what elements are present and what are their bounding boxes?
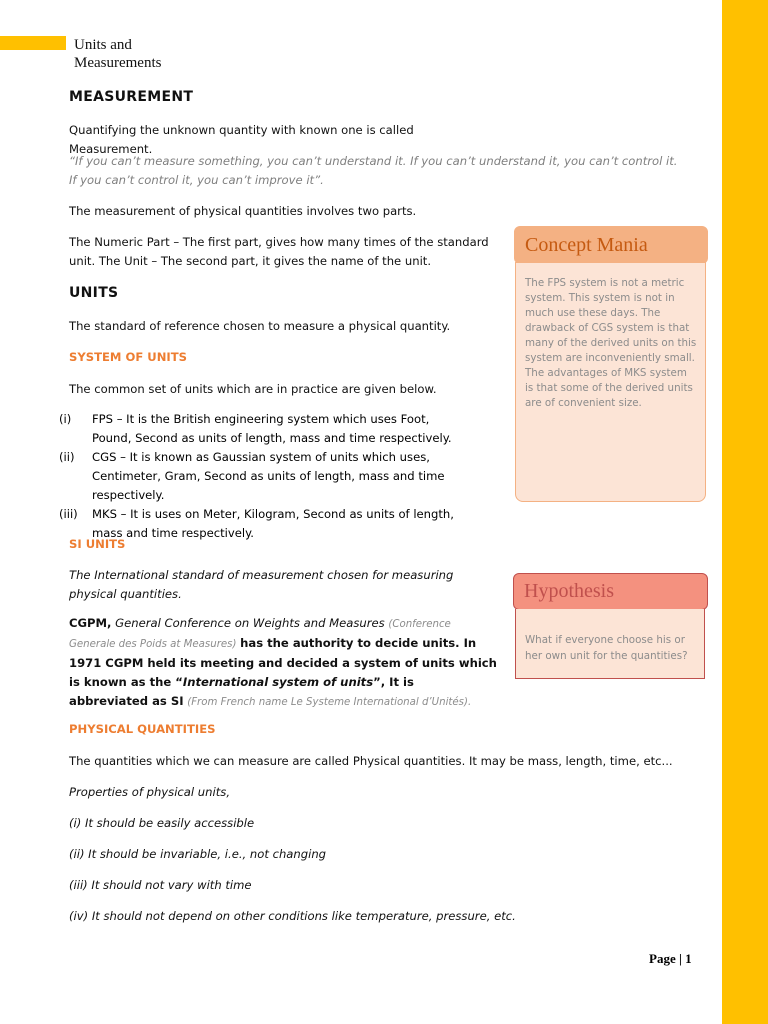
cgpm-text-1: has the authority to decide units. In 1971 CGPM held its meeting and decided a system of units which is known as the “ — [69, 636, 497, 689]
hypothesis-title: Hypothesis — [513, 573, 708, 610]
property-item: (i) It should be easily accessible — [69, 816, 255, 830]
header-accent-stripe — [0, 36, 66, 50]
numeric-unit-paragraph: The Numeric Part – The first part, gives how many times of the standard unit. The Unit – The second part, it gives the name of the unit. — [69, 235, 489, 268]
page-separator: | — [678, 951, 682, 966]
concept-mania-body: The FPS system is not a metric system. This system is not in much use these days. The drawback of CGS system is that many of the derived units on this system are inconveniently small. The advantages of MKS system is that some of the derived units are of convenient size. — [515, 262, 706, 502]
units-definition: The standard of reference chosen to measure a physical quantity. — [69, 319, 451, 333]
heading-system-of-units: SYSTEM OF UNITS — [69, 350, 187, 364]
cgpm-full-name: General Conference on Weights and Measures — [115, 616, 385, 630]
heading-physical-quantities: PHYSICAL QUANTITIES — [69, 722, 216, 736]
measurement-quote: “If you can’t measure something, you can’t understand it. If you can’t understand it, you can’t control it. If you can’t control it, you can’t improve it”. — [69, 154, 678, 187]
page-number: 1 — [685, 951, 692, 966]
cgpm-abbr: CGPM, — [69, 616, 112, 630]
cgpm-paragraph — [69, 614, 497, 712]
two-parts-paragraph: The measurement of physical quantities involves two parts. — [69, 204, 417, 218]
heading-si-units: SI UNITS — [69, 537, 126, 551]
property-item: (iv) It should not depend on other conditions like temperature, pressure, etc. — [69, 909, 516, 923]
list-item: (i) FPS – It is the British engineering system which uses Foot, Pound, Second as units of length, mass and time respectively. — [59, 412, 452, 445]
heading-units: UNITS — [69, 285, 119, 301]
cgpm-isu: International system of units — [182, 675, 374, 689]
concept-mania-title: Concept Mania — [514, 226, 708, 264]
si-definition: The International standard of measurement chosen for measuring physical quantities. — [69, 568, 454, 601]
physical-quantities-definition: The quantities which we can measure are called Physical quantities. It may be mass, length, time, etc... — [69, 754, 673, 768]
common-set-paragraph: The common set of units which are in practice are given below. — [69, 382, 437, 396]
properties-intro: Properties of physical units, — [69, 785, 230, 799]
page-label: Page — [649, 951, 676, 966]
cgpm-french-name: (Conference Generale des Poids at Measures) — [69, 619, 451, 650]
list-item: (iii) MKS – It is uses on Meter, Kilogram, Second as units of length, mass and time respectively. — [59, 507, 454, 540]
cgpm-text-2: ”, It is abbreviated as SI — [69, 675, 414, 708]
list-item: (ii) CGS – It is known as Gaussian system of units which uses, Centimeter, Gram, Second as units of length, mass and time respectively. — [59, 450, 445, 502]
heading-measurement: MEASUREMENT — [69, 89, 194, 105]
page-number-footer — [649, 951, 692, 967]
header-title-line2: Measurements — [74, 55, 162, 71]
property-item: (ii) It should be invariable, i.e., not changing — [69, 847, 327, 861]
measurement-definition: Quantifying the unknown quantity with known one is called Measurement. — [69, 123, 414, 156]
systems-list — [59, 410, 499, 543]
right-accent-bar — [722, 0, 768, 1024]
header-title-line1: Units and — [74, 37, 132, 53]
property-item: (iii) It should not vary with time — [69, 878, 252, 892]
document-header — [74, 36, 161, 72]
hypothesis-body: What if everyone choose his or her own unit for the quantities? — [515, 609, 705, 679]
cgpm-from-french: (From French name Le Systeme International d’Unités). — [187, 697, 472, 708]
